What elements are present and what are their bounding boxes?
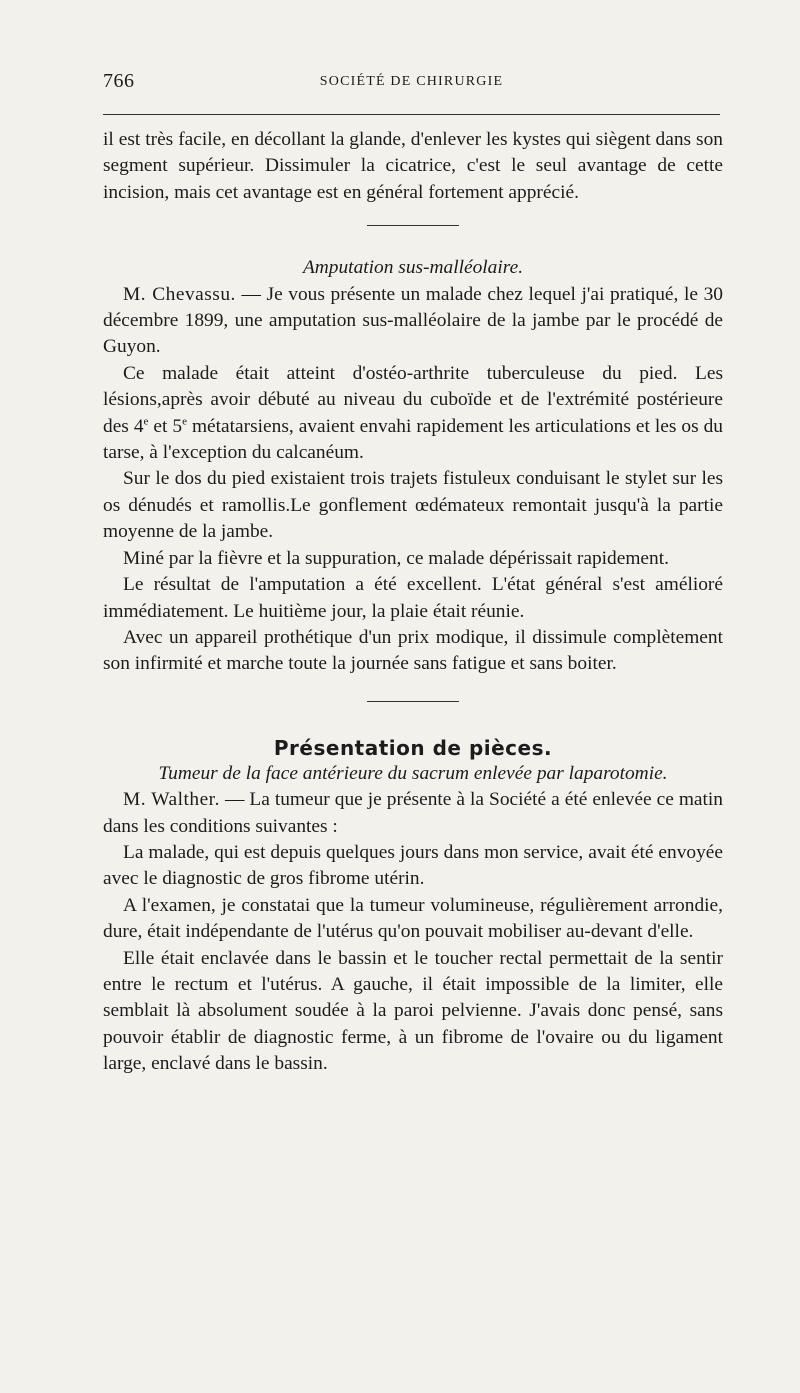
amputation-paragraph-4: Miné par la fièvre et la suppuration, ce malade dépérissait rapidement. [123, 547, 669, 569]
pieces-paragraph-1 [103, 787, 723, 840]
tumeur-subtitle: Tumeur de la face antérieure du sacrum enlevée par laparotomie. [158, 762, 668, 784]
amputation-p1-text: — Je vous présente un malade chez lequel j'ai pratiqué, le 30 décembre 1899, une amputation sus-malléolaire de la jambe par le procédé de Guyon. [103, 283, 723, 358]
amputation-paragraph-6: Avec un appareil prothétique d'un prix modique, il dissimule complètement son infirmité et marche toute la journée sans fatigue et sans boiter. [103, 626, 723, 675]
section-separator [367, 225, 459, 226]
amputation-p2-part-2: et 5 [148, 415, 183, 437]
section-separator [367, 701, 459, 702]
pieces-p1-text: — La tumeur que je présente à la Société a été enlevée ce matin dans les conditions suivantes : [103, 789, 723, 837]
speaker-walther: M. Walther. [123, 789, 220, 811]
amputation-title: Amputation sus-malléolaire. [302, 257, 524, 279]
amputation-paragraph-1 [103, 282, 723, 361]
amputation-paragraph-5: Le résultat de l'amputation a été excellent. L'état général s'est amélioré immédiatement. Le huitième jour, la plaie était réunie. [103, 574, 723, 622]
pieces-section-title: Présentation de pièces. [273, 735, 553, 760]
pieces-paragraph-3: A l'examen, je constatai que la tumeur volumineuse, régulièrement arrondie, dure, était indépendante de l'utérus qu'on pouvait mobiliser au-devant d'elle. [103, 894, 723, 943]
superscript-e-2: e [182, 415, 187, 428]
amputation-paragraph-2 [103, 361, 723, 467]
pieces-paragraph-4: Elle était enclavée dans le bassin et le toucher rectal permettait de la sentir entre le rectum et l'utérus. A gauche, il était impossible de la limiter, elle semblait là absolument soudée à la paroi pelvienne. J'avais donc pensé, sans pouvoir établir de diagnostic ferme, à un fibrome de l'ovaire ou du ligament large, enclavé dans le bassin. [103, 947, 723, 1075]
amputation-p2-part-3: métatarsiens, avaient envahi rapidement les articulations et les os du tarse, à l'exception du calcanéum. [103, 415, 723, 464]
header-rule [103, 114, 720, 115]
superscript-e-1: e [143, 415, 149, 428]
page-header [103, 70, 720, 96]
amputation-p2-part-1: Ce malade était atteint d'ostéo-arthrite tuberculeuse du pied. Les lésions,après avoir débuté au niveau du cuboïde et de l'extrémité postérieure des 4 [103, 362, 723, 437]
running-head: SOCIÉTÉ DE CHIRURGIE [319, 74, 504, 89]
pieces-paragraph-2: La malade, qui est depuis quelques jours dans mon service, avait été envoyée avec le diagnostic de gros fibrome utérin. [103, 841, 723, 890]
page-body [103, 127, 723, 1078]
page-number: 766 [103, 70, 135, 92]
speaker-chevassu: M. Chevassu. [123, 283, 236, 305]
amputation-paragraph-3: Sur le dos du pied existaient trois trajets fistuleux conduisant le stylet sur les os dénudés et ramollis.Le gonflement œdémateux remontait jusqu'à la partie moyenne de la jambe. [103, 468, 723, 543]
intro-paragraph: il est très facile, en décollant la glande, d'enlever les kystes qui siègent dans son segment supérieur. Dissimuler la cicatrice, c'est le seul avantage de cette incision, mais cet avantage est en général fortement apprécié. [103, 129, 723, 203]
